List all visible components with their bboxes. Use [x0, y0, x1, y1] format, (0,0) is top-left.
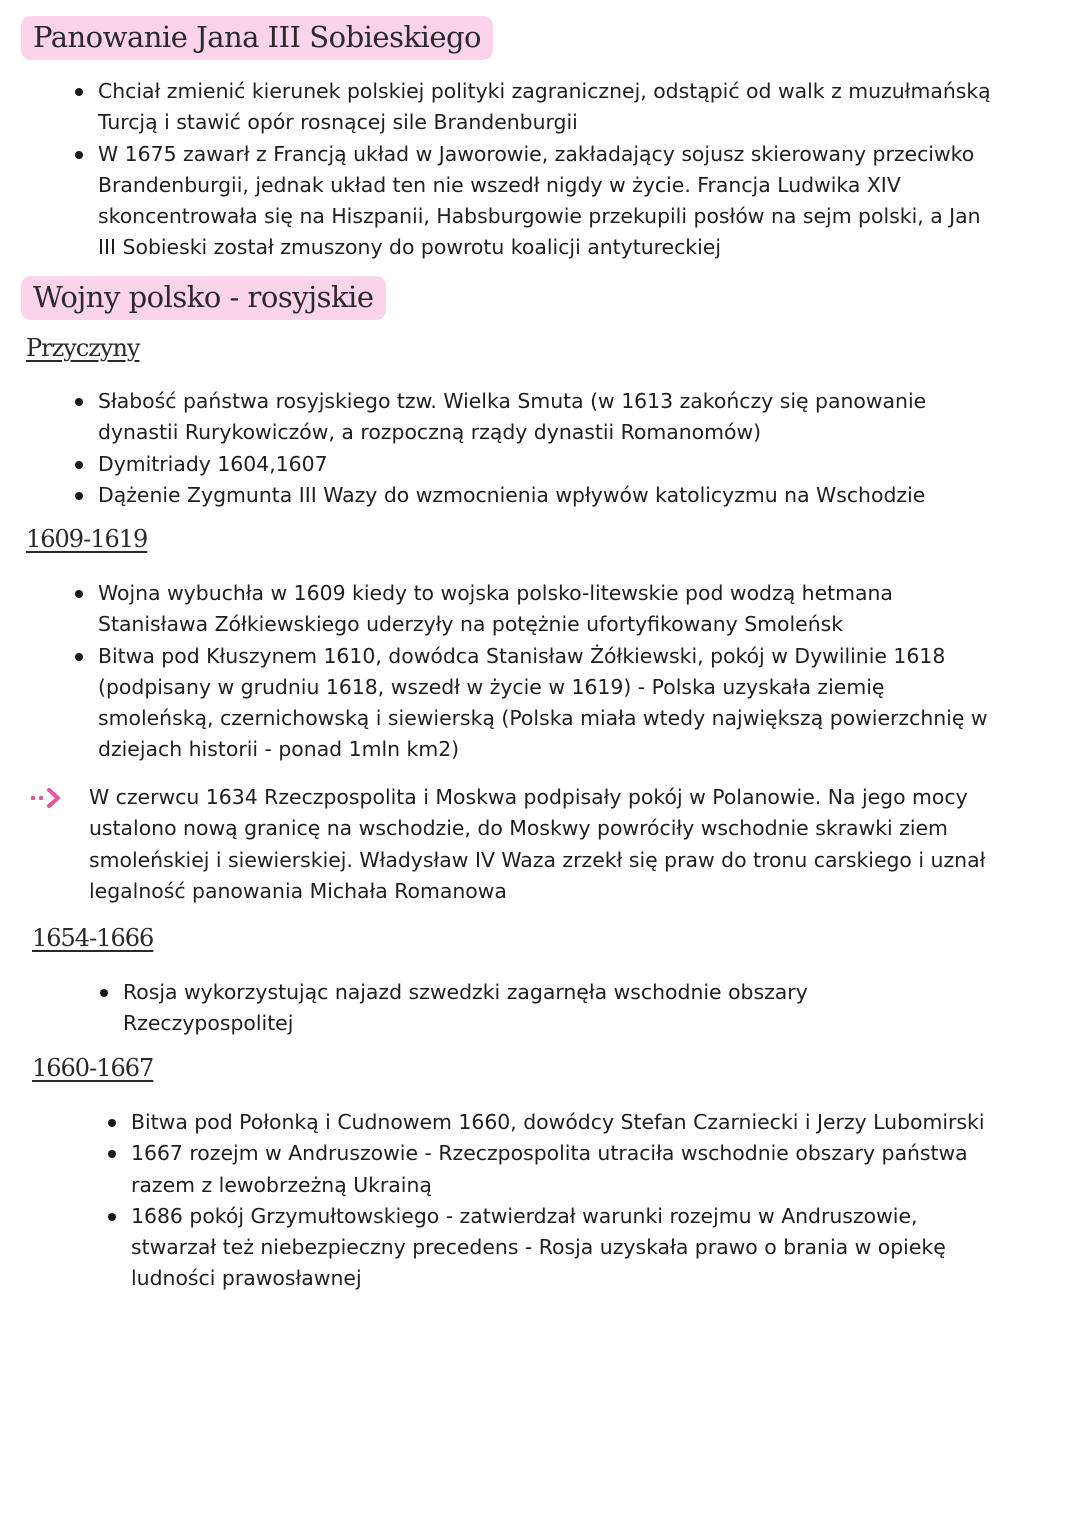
- list-item: Słabość państwa rosyjskiego tzw. Wielka Smuta (w 1613 zakończy się panowanie dynastii Rurykowiczów, a rozpoczną rządy dynastii Romanomów): [75, 386, 995, 449]
- list-item: Dymitriady 1604,1607: [75, 449, 995, 480]
- section-title-wojny: Wojny polsko - rosyjskie: [21, 276, 386, 320]
- period1-bullet-list: [75, 578, 995, 766]
- list-item: 1667 rozejm w Andruszowie - Rzeczpospolita utraciła wschodnie obszary państwa razem z lewobrzeżną Ukrainą: [108, 1138, 998, 1201]
- arrow-right-icon: [30, 788, 66, 808]
- list-item: 1686 pokój Grzymułtowskiego - zatwierdzał warunki rozejmu w Andruszowie, stwarzał też niebezpieczny precedens - Rosja uzyskała prawo o brania w opiekę ludności prawosławnej: [108, 1201, 998, 1295]
- list-item: Bitwa pod Połonką i Cudnowem 1660, dowódcy Stefan Czarniecki i Jerzy Lubomirski: [108, 1107, 998, 1138]
- list-item: Bitwa pod Kłuszynem 1610, dowódca Stanisław Żółkiewski, pokój w Dywilinie 1618 (podpisany w grudniu 1618, wszedł w życie w 1619) - Polska uzyskała ziemię smoleńską, czernichowską i siewierską (Polska miała wtedy największą powierzchnię w dziejach historii - ponad 1mln km2): [75, 641, 995, 766]
- subheading-1654-1666: 1654-1666: [32, 924, 154, 952]
- sobieski-bullet-list: [75, 76, 995, 264]
- subheading-1660-1667: 1660-1667: [32, 1054, 154, 1082]
- subheading-1609-1619: 1609-1619: [26, 525, 148, 553]
- subheading-przyczyny: Przyczyny: [26, 334, 140, 362]
- section-title-sobieski: Panowanie Jana III Sobieskiego: [21, 16, 493, 60]
- list-item: Dążenie Zygmunta III Wazy do wzmocnienia wpływów katolicyzmu na Wschodzie: [75, 480, 995, 511]
- list-item: Chciał zmienić kierunek polskiej polityki zagranicznej, odstąpić od walk z muzułmańską Turcją i stawić opór rosnącej sile Brandenburgii: [75, 76, 995, 139]
- period2-bullet-list: [100, 977, 970, 1040]
- list-item: W 1675 zawarł z Francją układ w Jaworowie, zakładający sojusz skierowany przeciwko Brandenburgii, jednak układ ten nie wszedł nigdy w życie. Francja Ludwika XIV skoncentrowała się na Hiszpanii, Habsburgowie przekupili posłów na sejm polski, a Jan III Sobieski został zmuszony do powrotu koalicji antytureckiej: [75, 139, 995, 264]
- arrow-note-text: W czerwcu 1634 Rzeczpospolita i Moskwa podpisały pokój w Polanowie. Na jego mocy ustalono nową granicę na wschodzie, do Moskwy powróciły wschodnie skrawki ziem smoleńskiej i siewierskiej. Władysław IV Waza zrzekł się praw do tronu carskiego i uznał legalność panowania Michała Romanowa: [89, 785, 986, 903]
- list-item: Wojna wybuchła w 1609 kiedy to wojska polsko-litewskie pod wodzą hetmana Stanisława Zółkiewskiego uderzyły na potężnie ufortyfikowany Smoleńsk: [75, 578, 995, 641]
- period3-bullet-list: [108, 1107, 998, 1295]
- list-item: Rosja wykorzystując najazd szwedzki zagarnęła wschodnie obszary Rzeczypospolitej: [100, 977, 970, 1040]
- przyczyny-bullet-list: [75, 386, 995, 511]
